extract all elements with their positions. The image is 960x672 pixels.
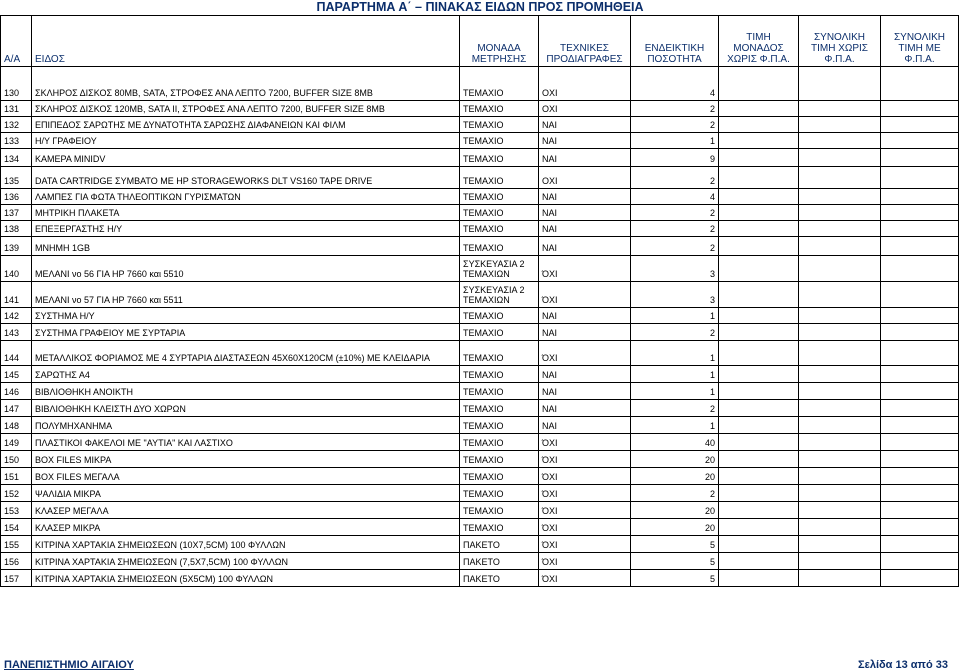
row-spec: ΟΧΙ	[539, 101, 631, 117]
row-unit: ΠΑΚΕΤΟ	[460, 536, 539, 553]
header-total-vat: ΣΥΝΟΛΙΚΗ ΤΙΜΗ ΜΕ Φ.Π.Α.	[881, 16, 959, 67]
row-spec: ΝΑΙ	[539, 237, 631, 256]
row-number: 138	[1, 221, 32, 237]
table-row	[1, 256, 959, 282]
row-total-vat	[881, 237, 959, 256]
row-total	[799, 117, 881, 133]
row-number: 147	[1, 400, 32, 417]
row-number: 153	[1, 502, 32, 519]
row-unit-price	[719, 221, 799, 237]
row-unit-price	[719, 256, 799, 282]
row-spec: ΌΧΙ	[539, 519, 631, 536]
row-number: 149	[1, 434, 32, 451]
row-unit-price	[719, 451, 799, 468]
row-total	[799, 451, 881, 468]
table-row	[1, 485, 959, 502]
row-item: ΚΙΤΡΙΝΑ ΧΑΡΤΑΚΙΑ ΣΗΜΕΙΩΣΕΩΝ (5Χ5CM) 100 ΦΥΛΛΩΝ	[32, 570, 460, 587]
row-quantity: 4	[631, 189, 719, 205]
row-total-vat	[881, 553, 959, 570]
row-total-vat	[881, 468, 959, 485]
header-unit: ΜΟΝΑΔΑ ΜΕΤΡΗΣΗΣ	[460, 16, 539, 67]
row-unit-price	[719, 383, 799, 400]
row-item: ΕΠΕΞΕΡΓΑΣΤΗΣ Η/Υ	[32, 221, 460, 237]
table-row	[1, 117, 959, 133]
row-item: ΜΕΛΑΝΙ νο 56 ΓΙΑ HP 7660 και 5510	[32, 256, 460, 282]
row-spec: ΌΧΙ	[539, 536, 631, 553]
row-unit-price	[719, 570, 799, 587]
header-unit-price: ΤΙΜΗ ΜΟΝΑΔΟΣ ΧΩΡΙΣ Φ.Π.Α.	[719, 16, 799, 67]
row-spec: ΝΑΙ	[539, 383, 631, 400]
row-unit: ΤΕΜΑΧΙΟ	[460, 167, 539, 189]
row-quantity: 1	[631, 366, 719, 383]
row-unit: ΤΕΜΑΧΙΟ	[460, 417, 539, 434]
row-number: 148	[1, 417, 32, 434]
row-spec: ΌΧΙ	[539, 434, 631, 451]
row-unit-price	[719, 117, 799, 133]
row-total-vat	[881, 451, 959, 468]
table-row	[1, 519, 959, 536]
row-total	[799, 67, 881, 101]
row-quantity: 20	[631, 519, 719, 536]
row-spec: ΌΧΙ	[539, 282, 631, 308]
row-number: 140	[1, 256, 32, 282]
row-total-vat	[881, 167, 959, 189]
row-number: 142	[1, 308, 32, 324]
row-quantity: 4	[631, 67, 719, 101]
row-number: 151	[1, 468, 32, 485]
row-item: BOX FILES ΜΙΚΡΑ	[32, 451, 460, 468]
header-item: ΕΙΔΟΣ	[32, 16, 460, 67]
row-unit: ΤΕΜΑΧΙΟ	[460, 341, 539, 366]
row-item: ΜΕΛΑΝΙ νο 57 ΓΙΑ HP 7660 και 5511	[32, 282, 460, 308]
row-total-vat	[881, 308, 959, 324]
row-total	[799, 101, 881, 117]
row-item: ΚΛΑΣΕΡ ΜΙΚΡΑ	[32, 519, 460, 536]
row-quantity: 5	[631, 553, 719, 570]
row-item: ΚΑΜΕΡΑ MINIDV	[32, 149, 460, 167]
table-row	[1, 553, 959, 570]
row-item: ΕΠΙΠΕΔΟΣ ΣΑΡΩΤΗΣ ΜΕ ΔΥΝΑΤΟΤΗΤΑ ΣΑΡΩΣΗΣ ΔΙΑΦΑΝΕΙΩΝ ΚΑΙ ΦΙΛΜ	[32, 117, 460, 133]
row-unit: ΤΕΜΑΧΙΟ	[460, 67, 539, 101]
table-row	[1, 133, 959, 149]
row-unit: ΤΕΜΑΧΙΟ	[460, 468, 539, 485]
row-total	[799, 221, 881, 237]
row-item: ΛΑΜΠΕΣ ΓΙΑ ΦΩΤΑ ΤΗΛΕΟΠΤΙΚΩΝ ΓΥΡΙΣΜΑΤΩΝ	[32, 189, 460, 205]
row-item: ΜΝΗΜΗ 1GB	[32, 237, 460, 256]
header-spec: ΤΕΧΝΙΚΕΣ ΠΡΟΔΙΑΓΡΑΦΕΣ	[539, 16, 631, 67]
row-total	[799, 256, 881, 282]
table-row	[1, 434, 959, 451]
row-item: ΜΗΤΡΙΚΗ ΠΛΑΚΕΤΑ	[32, 205, 460, 221]
items-table	[0, 15, 959, 587]
row-number: 157	[1, 570, 32, 587]
row-item: ΠΛΑΣΤΙΚΟΙ ΦΑΚΕΛΟΙ ΜΕ "ΑΥΤΙΑ" ΚΑΙ ΛΑΣΤΙΧΟ	[32, 434, 460, 451]
row-total-vat	[881, 256, 959, 282]
header-qty: ΕΝΔΕΙΚΤΙΚΗ ΠΟΣΟΤΗΤΑ	[631, 16, 719, 67]
row-total	[799, 167, 881, 189]
row-total	[799, 324, 881, 341]
row-quantity: 1	[631, 133, 719, 149]
row-unit: ΣΥΣΚΕΥΑΣΙΑ 2 ΤΕΜΑΧΙΩΝ	[460, 282, 539, 308]
row-unit-price	[719, 468, 799, 485]
row-item: ΣΥΣΤΗΜΑ ΓΡΑΦΕΙΟΥ ΜΕ ΣΥΡΤΑΡΙΑ	[32, 324, 460, 341]
row-number: 144	[1, 341, 32, 366]
row-total-vat	[881, 282, 959, 308]
row-number: 143	[1, 324, 32, 341]
row-quantity: 1	[631, 383, 719, 400]
row-spec: ΌΧΙ	[539, 341, 631, 366]
row-number: 135	[1, 167, 32, 189]
table-row	[1, 237, 959, 256]
row-unit-price	[719, 502, 799, 519]
row-unit: ΤΕΜΑΧΙΟ	[460, 502, 539, 519]
row-total-vat	[881, 383, 959, 400]
row-spec: ΌΧΙ	[539, 553, 631, 570]
row-spec: ΌΧΙ	[539, 485, 631, 502]
row-unit-price	[719, 434, 799, 451]
row-unit-price	[719, 324, 799, 341]
row-total-vat	[881, 67, 959, 101]
row-unit: ΤΕΜΑΧΙΟ	[460, 221, 539, 237]
row-total-vat	[881, 324, 959, 341]
row-item: ΚΙΤΡΙΝΑ ΧΑΡΤΑΚΙΑ ΣΗΜΕΙΩΣΕΩΝ (10Χ7,5CM) 100 ΦΥΛΛΩΝ	[32, 536, 460, 553]
row-total	[799, 502, 881, 519]
row-total	[799, 205, 881, 221]
table-row	[1, 101, 959, 117]
row-item: ΣΚΛΗΡΟΣ ΔΙΣΚΟΣ 120MB, SATA II, ΣΤΡΟΦΕΣ ΑΝΑ ΛΕΠΤΟ 7200, BUFFER SIZE 8MB	[32, 101, 460, 117]
row-quantity: 9	[631, 149, 719, 167]
row-unit: ΣΥΣΚΕΥΑΣΙΑ 2 ΤΕΜΑΧΙΩΝ	[460, 256, 539, 282]
row-quantity: 2	[631, 101, 719, 117]
row-total	[799, 308, 881, 324]
row-total-vat	[881, 417, 959, 434]
row-unit: ΤΕΜΑΧΙΟ	[460, 308, 539, 324]
row-number: 145	[1, 366, 32, 383]
row-unit: ΤΕΜΑΧΙΟ	[460, 117, 539, 133]
row-unit-price	[719, 167, 799, 189]
row-item: BOX FILES ΜΕΓΑΛΑ	[32, 468, 460, 485]
row-total-vat	[881, 502, 959, 519]
row-total	[799, 189, 881, 205]
row-unit: ΤΕΜΑΧΙΟ	[460, 434, 539, 451]
row-spec: ΝΑΙ	[539, 366, 631, 383]
header-total: ΣΥΝΟΛΙΚΗ ΤΙΜΗ ΧΩΡΙΣ Φ.Π.Α.	[799, 16, 881, 67]
row-unit: ΠΑΚΕΤΟ	[460, 553, 539, 570]
row-quantity: 20	[631, 451, 719, 468]
row-number: 132	[1, 117, 32, 133]
row-unit-price	[719, 366, 799, 383]
row-total	[799, 553, 881, 570]
row-item: Η/Υ ΓΡΑΦΕΙΟΥ	[32, 133, 460, 149]
row-unit: ΤΕΜΑΧΙΟ	[460, 366, 539, 383]
row-total	[799, 366, 881, 383]
row-quantity: 1	[631, 417, 719, 434]
row-item: ΣΚΛΗΡΟΣ ΔΙΣΚΟΣ 80MB, SATA, ΣΤΡΟΦΕΣ ΑΝΑ ΛΕΠΤΟ 7200, BUFFER SIZE 8MB	[32, 67, 460, 101]
table-row	[1, 451, 959, 468]
row-quantity: 2	[631, 237, 719, 256]
row-number: 130	[1, 67, 32, 101]
table-row	[1, 282, 959, 308]
row-spec: ΝΑΙ	[539, 117, 631, 133]
row-total	[799, 341, 881, 366]
row-total	[799, 133, 881, 149]
table-row	[1, 383, 959, 400]
row-item: ΣΥΣΤΗΜΑ Η/Υ	[32, 308, 460, 324]
row-quantity: 3	[631, 282, 719, 308]
row-unit: ΤΕΜΑΧΙΟ	[460, 149, 539, 167]
row-unit: ΤΕΜΑΧΙΟ	[460, 205, 539, 221]
row-item: ΚΛΑΣΕΡ ΜΕΓΑΛΑ	[32, 502, 460, 519]
table-row	[1, 570, 959, 587]
row-total	[799, 536, 881, 553]
row-total	[799, 468, 881, 485]
row-number: 152	[1, 485, 32, 502]
row-unit-price	[719, 485, 799, 502]
row-quantity: 2	[631, 485, 719, 502]
row-spec: ΌΧΙ	[539, 502, 631, 519]
row-spec: ΝΑΙ	[539, 205, 631, 221]
header-no: Α/Α	[1, 16, 32, 67]
row-number: 134	[1, 149, 32, 167]
row-quantity: 2	[631, 324, 719, 341]
row-quantity: 5	[631, 570, 719, 587]
row-unit: ΤΕΜΑΧΙΟ	[460, 519, 539, 536]
row-quantity: 1	[631, 341, 719, 366]
row-quantity: 40	[631, 434, 719, 451]
table-row	[1, 468, 959, 485]
row-quantity: 20	[631, 502, 719, 519]
header-row	[1, 16, 959, 67]
row-total	[799, 434, 881, 451]
row-number: 150	[1, 451, 32, 468]
row-unit-price	[719, 189, 799, 205]
row-item: ΚΙΤΡΙΝΑ ΧΑΡΤΑΚΙΑ ΣΗΜΕΙΩΣΕΩΝ (7,5Χ7,5CM) 100 ΦΥΛΛΩΝ	[32, 553, 460, 570]
row-spec: ΝΑΙ	[539, 400, 631, 417]
row-quantity: 3	[631, 256, 719, 282]
row-total-vat	[881, 341, 959, 366]
row-spec: ΌΧΙ	[539, 468, 631, 485]
row-total-vat	[881, 570, 959, 587]
row-unit-price	[719, 519, 799, 536]
row-unit-price	[719, 237, 799, 256]
row-total	[799, 282, 881, 308]
row-total	[799, 570, 881, 587]
row-spec: ΌΧΙ	[539, 570, 631, 587]
row-unit: ΤΕΜΑΧΙΟ	[460, 400, 539, 417]
row-unit-price	[719, 308, 799, 324]
page-title: ΠΑΡΑΡΤΗΜΑ Α΄ – ΠΙΝΑΚΑΣ ΕΙΔΩΝ ΠΡΟΣ ΠΡΟΜΗΘΕΙΑ	[316, 0, 644, 14]
table-row	[1, 67, 959, 101]
row-spec: ΝΑΙ	[539, 149, 631, 167]
row-total-vat	[881, 434, 959, 451]
row-total-vat	[881, 366, 959, 383]
items-body	[1, 67, 959, 587]
row-number: 137	[1, 205, 32, 221]
row-total-vat	[881, 485, 959, 502]
row-quantity: 1	[631, 308, 719, 324]
row-unit: ΤΕΜΑΧΙΟ	[460, 237, 539, 256]
row-unit: ΤΕΜΑΧΙΟ	[460, 101, 539, 117]
row-number: 141	[1, 282, 32, 308]
table-row	[1, 308, 959, 324]
row-quantity: 2	[631, 117, 719, 133]
row-number: 155	[1, 536, 32, 553]
row-unit: ΤΕΜΑΧΙΟ	[460, 133, 539, 149]
row-unit: ΤΕΜΑΧΙΟ	[460, 189, 539, 205]
row-total-vat	[881, 133, 959, 149]
row-total-vat	[881, 221, 959, 237]
row-number: 139	[1, 237, 32, 256]
row-unit-price	[719, 67, 799, 101]
row-item: ΒΙΒΛΙΟΘΗΚΗ ΚΛΕΙΣΤΗ ΔΥΟ ΧΩΡΩΝ	[32, 400, 460, 417]
row-total-vat	[881, 149, 959, 167]
row-number: 136	[1, 189, 32, 205]
row-number: 133	[1, 133, 32, 149]
table-row	[1, 366, 959, 383]
row-total	[799, 519, 881, 536]
row-spec: ΝΑΙ	[539, 221, 631, 237]
row-total	[799, 237, 881, 256]
row-unit-price	[719, 553, 799, 570]
row-unit-price	[719, 101, 799, 117]
row-quantity: 5	[631, 536, 719, 553]
table-row	[1, 341, 959, 366]
row-number: 131	[1, 101, 32, 117]
row-total	[799, 417, 881, 434]
table-row	[1, 221, 959, 237]
row-spec: ΝΑΙ	[539, 189, 631, 205]
row-item: ΒΙΒΛΙΟΘΗΚΗ ΑΝΟΙΚΤΗ	[32, 383, 460, 400]
row-quantity: 2	[631, 221, 719, 237]
row-quantity: 20	[631, 468, 719, 485]
row-unit: ΤΕΜΑΧΙΟ	[460, 324, 539, 341]
row-total	[799, 400, 881, 417]
row-total	[799, 149, 881, 167]
row-total	[799, 485, 881, 502]
table-row	[1, 167, 959, 189]
row-spec: ΝΑΙ	[539, 308, 631, 324]
footer-page-number: Σελίδα 13 από 33	[858, 659, 948, 671]
footer-university: ΠΑΝΕΠΙΣΤΗΜΙΟ ΑΙΓΑΙΟΥ	[4, 659, 134, 671]
row-item: ΠΟΛΥΜΗΧΑΝΗΜΑ	[32, 417, 460, 434]
table-row	[1, 536, 959, 553]
table-row	[1, 400, 959, 417]
row-unit-price	[719, 282, 799, 308]
row-total	[799, 383, 881, 400]
row-unit: ΠΑΚΕΤΟ	[460, 570, 539, 587]
row-spec: ΌΧΙ	[539, 451, 631, 468]
row-unit: ΤΕΜΑΧΙΟ	[460, 383, 539, 400]
row-quantity: 2	[631, 205, 719, 221]
row-spec: ΝΑΙ	[539, 417, 631, 434]
table-row	[1, 324, 959, 341]
row-total-vat	[881, 101, 959, 117]
table-row	[1, 189, 959, 205]
table-row	[1, 149, 959, 167]
row-unit-price	[719, 149, 799, 167]
row-number: 146	[1, 383, 32, 400]
row-number: 154	[1, 519, 32, 536]
row-total-vat	[881, 189, 959, 205]
row-total-vat	[881, 205, 959, 221]
table-row	[1, 205, 959, 221]
row-total-vat	[881, 117, 959, 133]
row-total-vat	[881, 519, 959, 536]
row-item: ΜΕΤΑΛΛΙΚΟΣ ΦΟΡΙΑΜΟΣ ΜΕ 4 ΣΥΡΤΑΡΙΑ ΔΙΑΣΤΑΣΕΩΝ 45Χ60Χ120CM (±10%) ΜΕ ΚΛΕΙΔΑΡΙΑ	[32, 341, 460, 366]
row-item: ΨΑΛΙΔΙΑ ΜΙΚΡΑ	[32, 485, 460, 502]
row-spec: ΟΧΙ	[539, 167, 631, 189]
table-row	[1, 417, 959, 434]
row-unit-price	[719, 417, 799, 434]
row-quantity: 2	[631, 400, 719, 417]
row-number: 156	[1, 553, 32, 570]
row-unit-price	[719, 205, 799, 221]
row-unit: ΤΕΜΑΧΙΟ	[460, 451, 539, 468]
row-spec: ΝΑΙ	[539, 324, 631, 341]
row-quantity: 2	[631, 167, 719, 189]
row-total-vat	[881, 400, 959, 417]
row-total-vat	[881, 536, 959, 553]
row-unit-price	[719, 400, 799, 417]
table-row	[1, 502, 959, 519]
row-item: DATA CARTRIDGE ΣΥΜΒΑΤΟ ΜΕ HP STORAGEWORKS DLT VS160 TAPE DRIVE	[32, 167, 460, 189]
row-unit-price	[719, 341, 799, 366]
row-spec: ΌΧΙ	[539, 256, 631, 282]
row-unit-price	[719, 133, 799, 149]
row-unit: ΤΕΜΑΧΙΟ	[460, 485, 539, 502]
row-item: ΣΑΡΩΤΗΣ Α4	[32, 366, 460, 383]
row-unit-price	[719, 536, 799, 553]
row-spec: ΝΑΙ	[539, 133, 631, 149]
row-spec: ΟΧΙ	[539, 67, 631, 101]
